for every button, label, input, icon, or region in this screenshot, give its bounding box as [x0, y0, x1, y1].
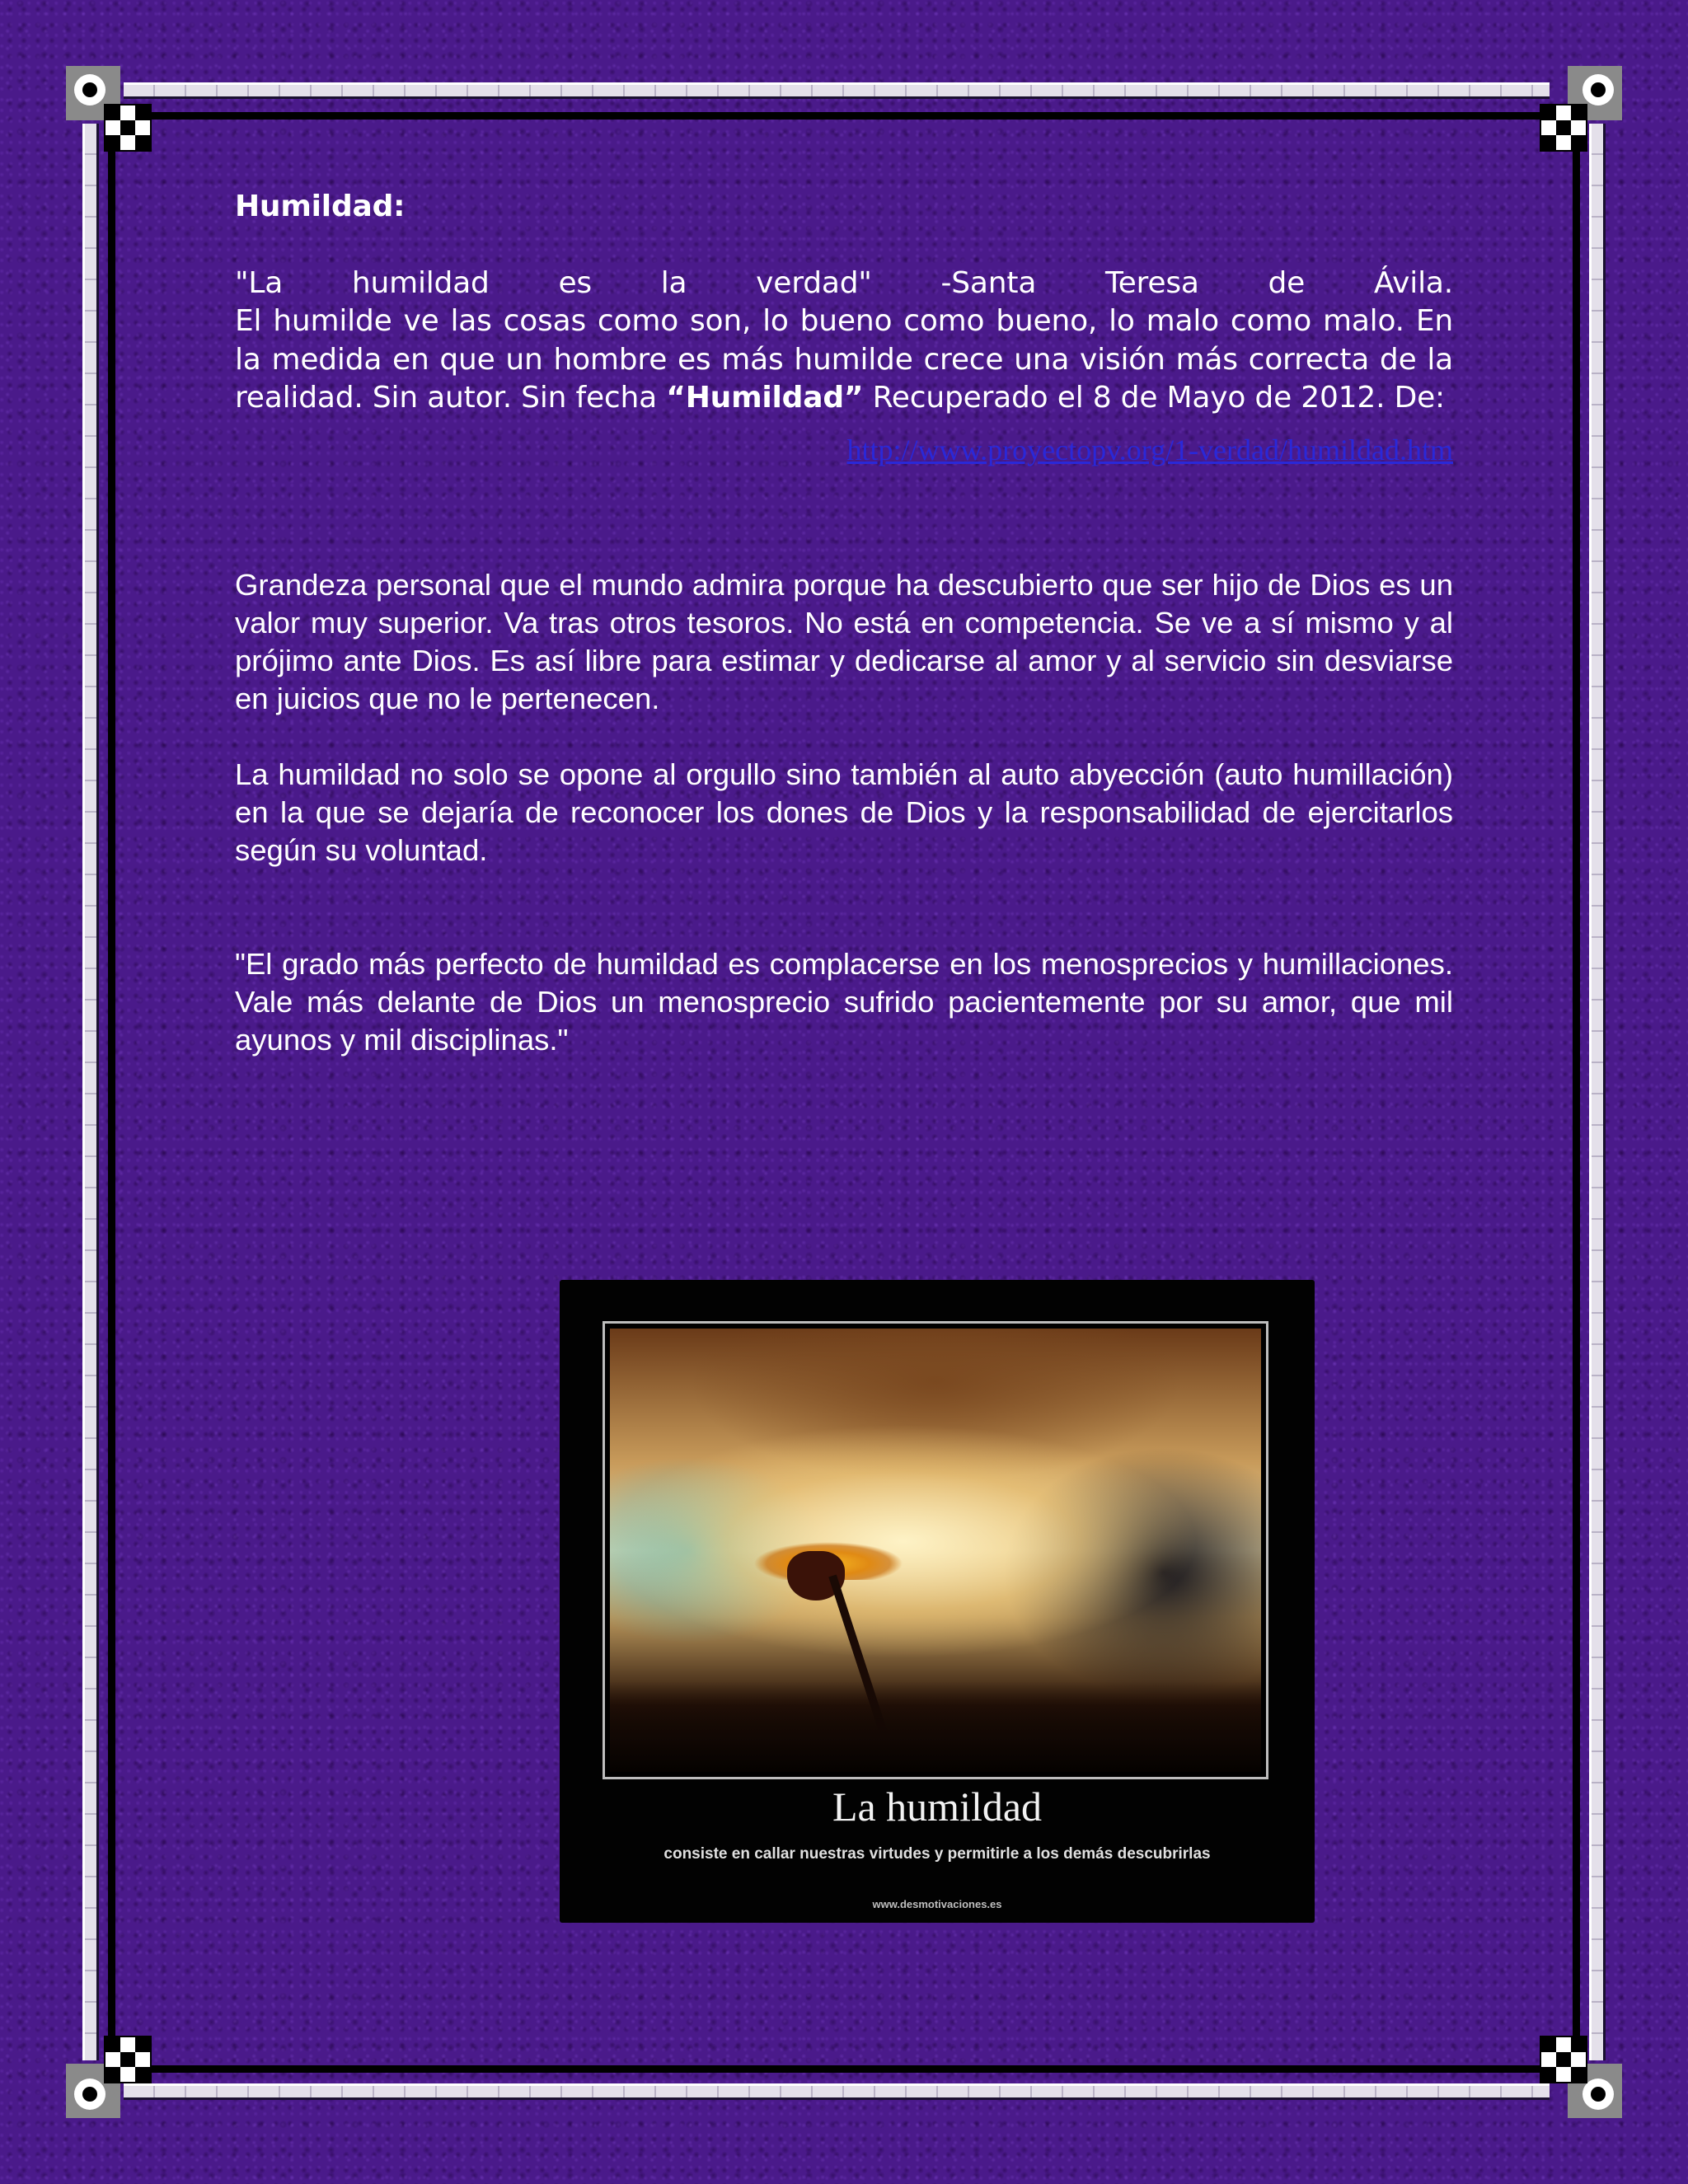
corner-ornament-bottom-right	[1540, 2036, 1622, 2118]
humility-poster-image	[560, 1280, 1315, 1923]
section-heading: Humildad:	[235, 190, 406, 223]
border-line-right	[1573, 124, 1580, 2069]
corner-ornament-top-left	[66, 66, 148, 148]
paragraph-1	[235, 302, 1453, 418]
poster-subtitle: consiste en callar nuestras virtudes y permitirle a los demás descubrirlas	[663, 1845, 1211, 1863]
paragraph-1-tail: Recuperado el 8 de Mayo de 2012. De:	[872, 381, 1445, 415]
border-strip-bottom	[124, 2083, 1550, 2100]
border-line-bottom	[124, 2065, 1566, 2073]
border-strip-left	[82, 124, 99, 2060]
source-link-row	[235, 433, 1453, 467]
document-body	[235, 188, 1453, 1059]
flower-photo	[610, 1329, 1261, 1772]
paragraph-1-body: El humilde ve las cosas como son, lo bueno como bueno, lo malo como malo. En la medida en que un hombre es más humilde crece una visión más correcta de la realidad. Sin autor. Sin fecha	[235, 304, 1453, 415]
quote-first-line: "La humildad es la verdad" -Santa Teresa de Ávila.	[235, 265, 1453, 300]
paragraph-1-title: “Humildad”	[666, 381, 864, 415]
border-line-top	[124, 112, 1566, 120]
corner-ornament-top-right	[1540, 66, 1622, 148]
poster-photo-frame	[603, 1321, 1268, 1779]
border-strip-top	[124, 82, 1550, 99]
paragraph-2: Grandeza personal que el mundo admira porque ha descubierto que ser hijo de Dios es un valor muy superior. Va tras otros tesoros. No está en competencia. Se ve a sí mismo y al prójimo ante Dios. Es así libre para estimar y dedicarse al amor y al servicio sin desviarse en juicios que no le pertenecen.	[235, 567, 1453, 715]
border-strip-right	[1589, 124, 1606, 2060]
grass-silhouette	[610, 1681, 1261, 1772]
paragraph-4-quote: "El grado más perfecto de humildad es complacerse en los menosprecios y humillaciones. Vale más delante de Dios un menosprecio sufrido pacientemente por su amor, que mil ayunos y mil disciplinas."	[235, 946, 1453, 1057]
corner-ornament-bottom-left	[66, 2036, 148, 2118]
quote-block	[235, 265, 1453, 418]
poster-site: www.desmotivaciones.es	[872, 1898, 1002, 1910]
border-line-left	[108, 124, 115, 2069]
source-link[interactable]: http://www.proyectopv.org/1-verdad/humildad.htm	[846, 433, 1453, 466]
paragraph-3: La humildad no solo se opone al orgullo sino también al auto abyección (auto humillación) en la que se dejaría de reconocer los dones de Dios y la responsabilidad de ejercitarlos según su voluntad.	[235, 757, 1453, 867]
poster-title: La humildad	[832, 1783, 1043, 1830]
